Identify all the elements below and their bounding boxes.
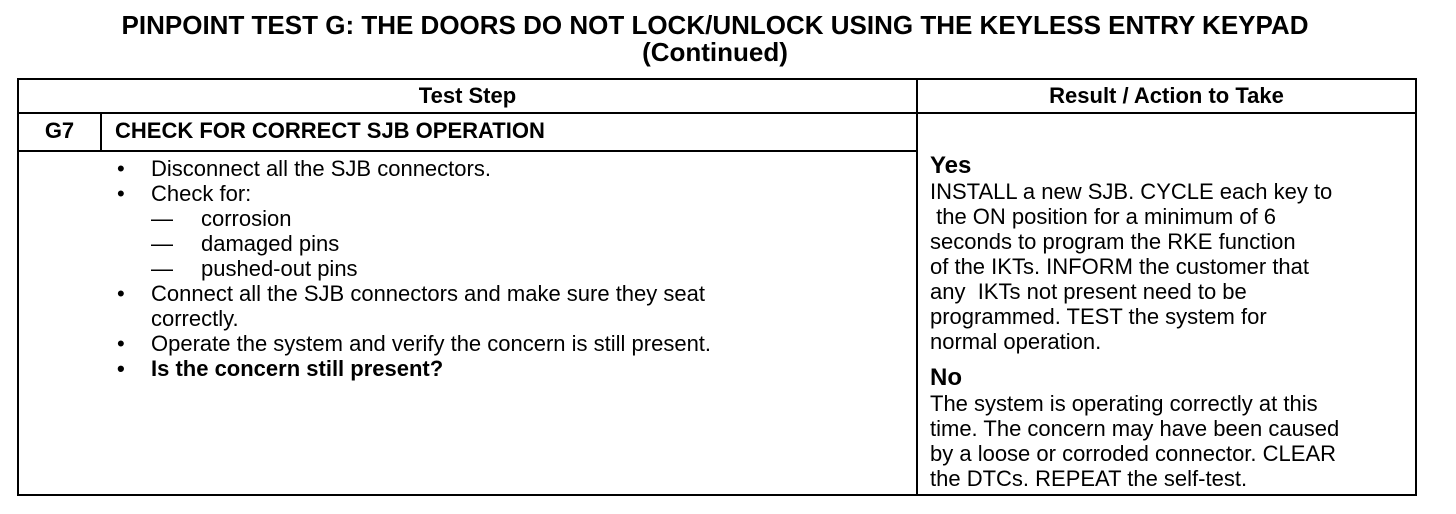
yes-text-line: seconds to program the RKE function xyxy=(930,229,1296,254)
step-id: G7 xyxy=(19,114,102,150)
no-label: No xyxy=(930,364,962,391)
instruction-text: damaged pins xyxy=(201,231,340,256)
instruction-subitem xyxy=(115,256,711,281)
yes-text-line: the ON position for a minimum of 6 xyxy=(930,204,1277,229)
header-test-step: Test Step xyxy=(19,80,918,114)
instruction-text: correctly. xyxy=(151,306,239,331)
dash-icon: — xyxy=(151,231,173,256)
instruction-text: pushed-out pins xyxy=(201,256,358,281)
instruction-item xyxy=(115,181,711,206)
title-line-1: PINPOINT TEST G: THE DOORS DO NOT LOCK/UNLOCK USING THE KEYLESS ENTRY KEYPAD xyxy=(121,10,1309,40)
result-action-cell xyxy=(918,114,1415,494)
title-line-2: (Continued) xyxy=(642,37,788,67)
bullet-icon: • xyxy=(117,281,125,306)
result-spacer xyxy=(930,354,1339,364)
instruction-subitem xyxy=(115,231,711,256)
instruction-text: Check for: xyxy=(151,181,252,206)
yes-text-line: of the IKTs. INFORM the customer that xyxy=(930,254,1310,279)
yes-text-line: INSTALL a new SJB. CYCLE each key to xyxy=(930,179,1333,204)
dash-icon: — xyxy=(151,256,173,281)
instruction-text: Is the concern still present? xyxy=(151,356,444,381)
instruction-continuation xyxy=(115,306,711,331)
page-title xyxy=(0,12,1430,66)
instruction-item xyxy=(115,281,711,306)
bullet-icon: • xyxy=(117,331,125,356)
header-result-action: Result / Action to Take xyxy=(918,80,1415,114)
bullet-icon: • xyxy=(117,356,125,381)
instruction-text: corrosion xyxy=(201,206,292,231)
no-text-line: The system is operating correctly at this xyxy=(930,391,1318,416)
yes-text-line: normal operation. xyxy=(930,329,1102,354)
dash-icon: — xyxy=(151,206,173,231)
step-title: CHECK FOR CORRECT SJB OPERATION xyxy=(115,118,545,143)
instruction-text: Operate the system and verify the concern is still present. xyxy=(151,331,712,356)
no-text-line: by a loose or corroded connector. CLEAR xyxy=(930,441,1337,466)
no-text-line: the DTCs. REPEAT the self-test. xyxy=(930,466,1248,491)
instruction-question xyxy=(115,356,711,381)
step-row xyxy=(19,114,918,152)
instruction-text: Connect all the SJB connectors and make sure they seat xyxy=(151,281,705,306)
result-content xyxy=(930,152,1339,491)
yes-label: Yes xyxy=(930,152,972,179)
instruction-item xyxy=(115,156,711,181)
bullet-icon: • xyxy=(117,156,125,181)
instruction-list xyxy=(115,156,711,381)
instruction-subitem xyxy=(115,206,711,231)
pinpoint-test-table xyxy=(17,78,1417,496)
bullet-icon: • xyxy=(117,181,125,206)
yes-text-line: any IKTs not present need to be xyxy=(930,279,1247,304)
instruction-text: Disconnect all the SJB connectors. xyxy=(151,156,491,181)
yes-text-line: programmed. TEST the system for xyxy=(930,304,1267,329)
step-instructions-cell xyxy=(19,152,918,494)
instruction-item xyxy=(115,331,711,356)
no-text-line: time. The concern may have been caused xyxy=(930,416,1340,441)
